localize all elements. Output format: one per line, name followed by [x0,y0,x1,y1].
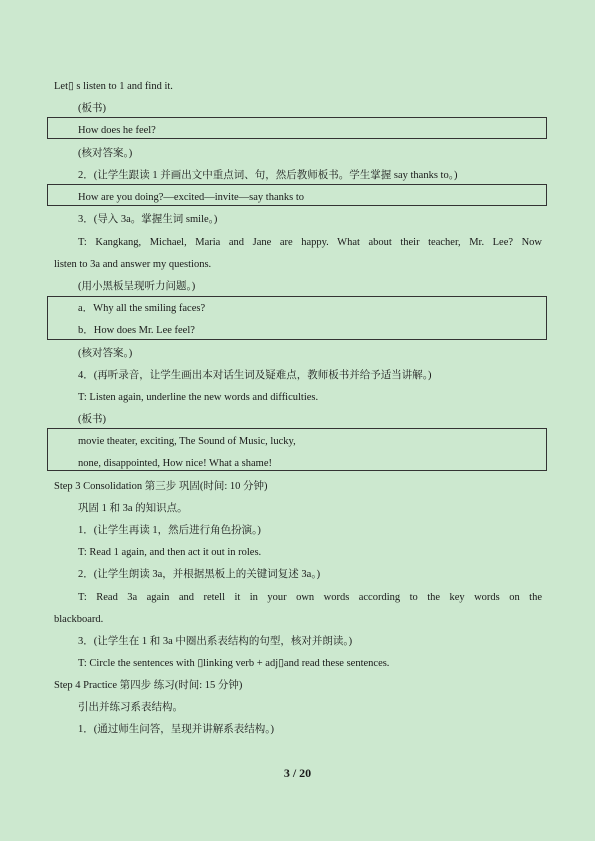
text-line: (板书) [78,414,106,425]
text-line: (用小黑板呈现听力问题。) [78,281,196,292]
text-line: How does he feel? [78,125,156,136]
text-line: a．Why all the smiling faces? [78,303,206,314]
text-line: T: Kangkang, Michael, Maria and Jane are happy. What about their teacher, Mr. Lee? Now [78,237,542,248]
text-line: (核对答案。) [78,148,133,159]
text-line: (板书) [78,103,106,114]
text-line: 1．(通过师生问答，呈现并讲解系表结构。) [78,724,274,735]
text-line: (核对答案。) [78,348,133,359]
text-line: 2．(让学生跟读 1 并画出文中重点词、句，然后教师板书。学生掌握 say thanks to。) [78,170,458,181]
text-line: 2．(让学生朗读 3a，并根据黑板上的关键词复述 3a。) [78,569,321,580]
text-line: none, disappointed, How nice! What a shame! [78,458,272,469]
text-line: 1．(让学生再读 1，然后进行角色扮演。) [78,525,261,536]
text-line: blackboard. [54,614,104,625]
text-line: 巩固 1 和 3a 的知识点。 [78,503,188,514]
text-line: T: Listen again, underline the new words and difficulties. [78,392,319,403]
text-line: Let▯ s listen to 1 and find it. [54,81,173,92]
text-line: How are you doing?—excited—invite—say thanks to [78,192,304,203]
page-number: 3 / 20 [283,766,312,780]
text-line: T: Circle the sentences with ▯linking verb + adj▯and read these sentences. [78,658,390,669]
step-heading: Step 4 Practice 第四步 练习(时间: 15 分钟) [54,680,243,691]
text-line: 4．(再听录音，让学生画出本对话生词及疑难点，教师板书并给予适当讲解。) [78,370,432,381]
text-line: T: Read 3a again and retell it in your own words according to the key words on the [78,592,542,603]
text-line: movie theater, exciting, The Sound of Music, lucky, [78,436,296,447]
step-heading: Step 3 Consolidation 第三步 巩固(时间: 10 分钟) [54,481,268,492]
text-line: T: Read 1 again, and then act it out in roles. [78,547,262,558]
text-line: listen to 3a and answer my questions. [54,259,212,270]
text-line: 3．(导入 3a。掌握生词 smile。) [78,214,218,225]
text-line: 3．(让学生在 1 和 3a 中圈出系表结构的句型，核对并朗读。) [78,636,353,647]
text-line: 引出并练习系表结构。 [78,702,183,713]
text-line: b．How does Mr. Lee feel? [78,325,195,336]
